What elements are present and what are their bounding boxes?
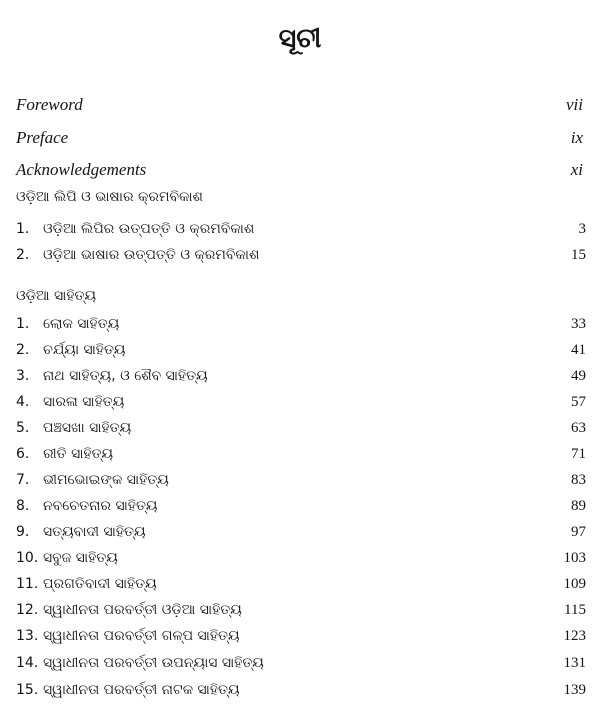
- section-heading: ଓଡ଼ିଆ ସାହିତ୍ୟ: [16, 288, 97, 304]
- entry-page: ix: [570, 128, 583, 147]
- page-title: ସୂଚୀ: [278, 23, 322, 54]
- entry-page: xi: [570, 160, 583, 179]
- entry-number: 15.: [16, 682, 39, 698]
- toc-entry[interactable]: [16, 545, 586, 571]
- entry-label: Acknowledgements: [16, 160, 147, 179]
- toc-entry[interactable]: [16, 597, 586, 623]
- toc-entry-foreword[interactable]: [16, 92, 583, 118]
- toc-entry[interactable]: [16, 623, 586, 649]
- toc-entry[interactable]: [16, 493, 586, 519]
- entry-number: 1.: [16, 221, 30, 237]
- entry-page: 103: [563, 550, 586, 566]
- toc-entry[interactable]: [16, 242, 586, 268]
- entry-number: 11.: [16, 576, 39, 592]
- entry-number: 10.: [16, 550, 39, 566]
- entry-page: 97: [571, 524, 586, 540]
- entry-number: 12.: [16, 602, 39, 618]
- entry-number: 2.: [16, 247, 30, 263]
- toc-entry-preface[interactable]: [16, 125, 583, 151]
- entry-page: 71: [571, 446, 586, 462]
- entry-number: 7.: [16, 472, 30, 488]
- entry-page: 33: [571, 316, 586, 332]
- entry-page: vii: [566, 95, 583, 114]
- entry-page: 139: [563, 682, 586, 698]
- entry-label: Preface: [16, 128, 69, 147]
- toc-entry[interactable]: [16, 216, 586, 242]
- entry-title: ନବଚେତନାର ସାହିତ୍ୟ: [43, 498, 158, 514]
- entry-title: ଓଡ଼ିଆ ଭାଷାର ଉତ୍ପତ୍ତି ଓ କ୍ରମବିକାଶ: [43, 247, 260, 263]
- entry-title: ରୀତି ସାହିତ୍ୟ: [43, 446, 114, 462]
- entry-title: ସତ୍ୟବାଦୀ ସାହିତ୍ୟ: [43, 524, 146, 540]
- toc-entry-acknowledgements[interactable]: [16, 157, 583, 183]
- entry-title: ସ୍ୱାଧୀନତା ପରବର୍ତ୍ତୀ ଓଡ଼ିଆ ସାହିତ୍ୟ: [43, 602, 242, 618]
- entry-number: 4.: [16, 394, 30, 410]
- entry-number: 3.: [16, 368, 30, 384]
- toc-entry[interactable]: [16, 337, 586, 363]
- section-heading: ଓଡ଼ିଆ ଲିପି ଓ ଭାଷାର କ୍ରମବିକାଶ: [16, 189, 203, 205]
- entry-title: ନାଥ ସାହିତ୍ୟ, ଓ ଶୈବ ସାହିତ୍ୟ: [43, 368, 208, 384]
- entry-title: ପ୍ରଗତିବାଦୀ ସାହିତ୍ୟ: [43, 576, 157, 592]
- entry-number: 2.: [16, 342, 30, 358]
- entry-page: 131: [563, 655, 586, 671]
- entry-title: ଲୋକ ସାହିତ୍ୟ: [43, 316, 120, 332]
- entry-title: ପଞ୍ଚସଖା ସାହିତ୍ୟ: [43, 420, 132, 436]
- entry-page: 3: [578, 221, 586, 237]
- toc-entry[interactable]: [16, 571, 586, 597]
- toc-entry[interactable]: [16, 677, 586, 703]
- entry-number: 1.: [16, 316, 30, 332]
- entry-page: 109: [563, 576, 586, 592]
- entry-title: ସବୁଜ ସାହିତ୍ୟ: [43, 550, 118, 566]
- toc-entry[interactable]: [16, 650, 586, 676]
- toc-entry[interactable]: [16, 467, 586, 493]
- entry-page: 41: [571, 342, 586, 358]
- entry-page: 63: [571, 420, 586, 436]
- entry-page: 57: [571, 394, 586, 410]
- entry-title: ସ୍ୱାଧୀନତା ପରବର୍ତ୍ତୀ ନାଟକ ସାହିତ୍ୟ: [43, 682, 240, 698]
- entry-title: ସ୍ୱାଧୀନତା ପରବର୍ତ୍ତୀ ଗଳ୍ପ ସାହିତ୍ୟ: [43, 628, 240, 644]
- toc-entry[interactable]: [16, 311, 586, 337]
- entry-number: 14.: [16, 655, 39, 671]
- entry-number: 9.: [16, 524, 30, 540]
- entry-page: 89: [571, 498, 586, 514]
- entry-number: 5.: [16, 420, 30, 436]
- entry-number: 8.: [16, 498, 30, 514]
- entry-page: 49: [571, 368, 586, 384]
- toc-entry[interactable]: [16, 415, 586, 441]
- entry-number: 13.: [16, 628, 39, 644]
- entry-title: ସାରଳା ସାହିତ୍ୟ: [43, 394, 125, 410]
- entry-page: 15: [571, 247, 586, 263]
- entry-title: ଚର୍ଯ୍ୟା ସାହିତ୍ୟ: [43, 342, 126, 358]
- entry-title: ଓଡ଼ିଆ ଲିପିର ଉତ୍ପତ୍ତି ଓ କ୍ରମବିକାଶ: [43, 221, 255, 237]
- entry-title: ସ୍ୱାଧୀନତା ପରବର୍ତ୍ତୀ ଉପନ୍ୟାସ ସାହିତ୍ୟ: [43, 655, 264, 671]
- entry-page: 83: [571, 472, 586, 488]
- entry-number: 6.: [16, 446, 30, 462]
- entry-page: 123: [563, 628, 586, 644]
- entry-title: ଭୀମଭୋଇଙ୍କ ସାହିତ୍ୟ: [43, 472, 169, 488]
- entry-page: 115: [564, 602, 586, 618]
- entry-label: Foreword: [16, 95, 83, 114]
- toc-entry[interactable]: [16, 389, 586, 415]
- toc-entry[interactable]: [16, 441, 586, 467]
- toc-entry[interactable]: [16, 363, 586, 389]
- toc-entry[interactable]: [16, 519, 586, 545]
